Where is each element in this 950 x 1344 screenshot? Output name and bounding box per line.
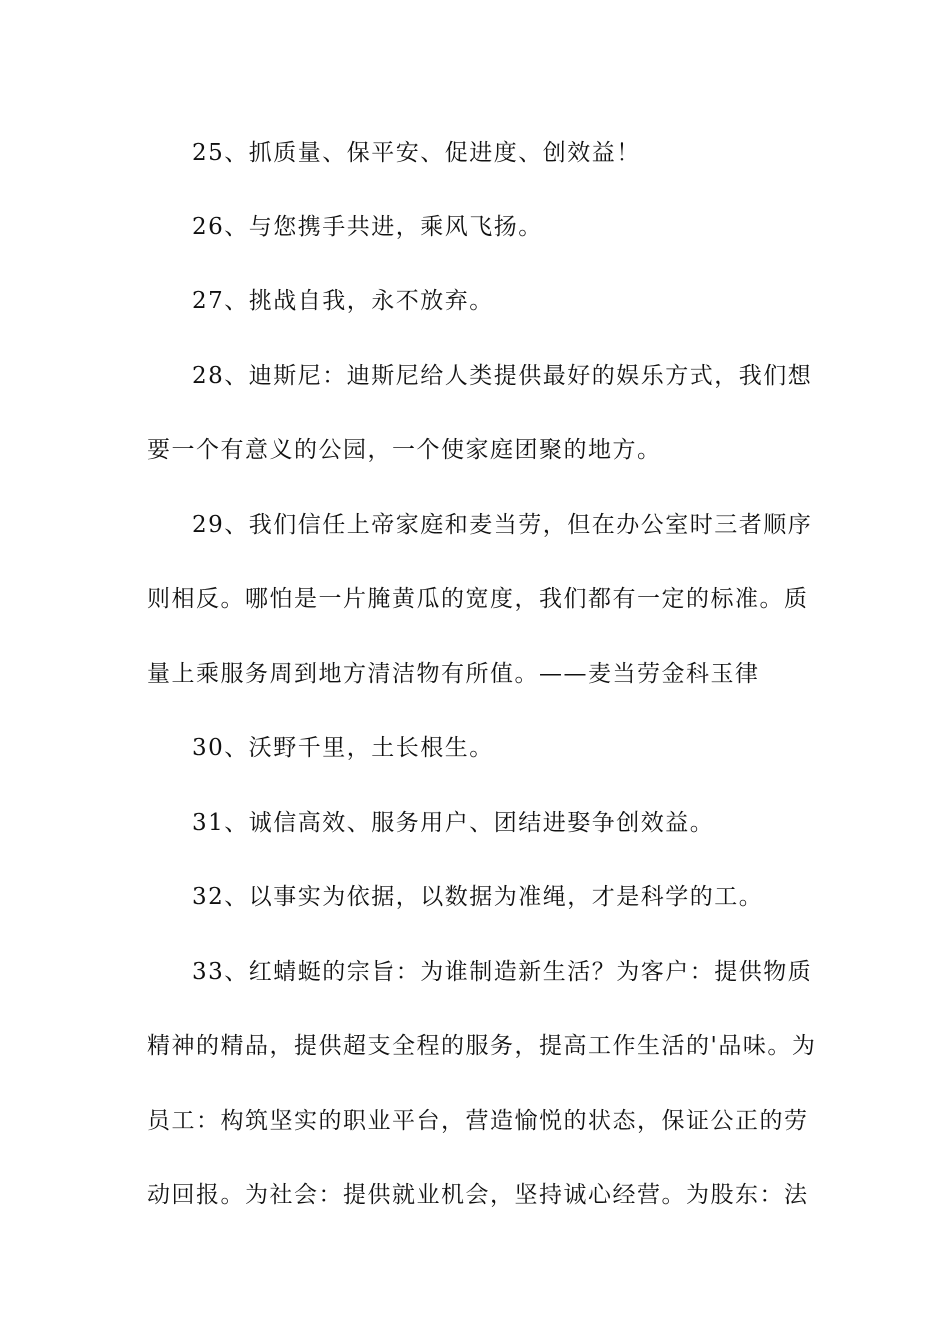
item-28-line-1: 28、迪斯尼：迪斯尼给人类提供最好的娱乐方式，我们想	[192, 363, 813, 389]
item-28-line-2: 要一个有意义的公园，一个使家庭团聚的地方。	[147, 437, 662, 463]
item-33-line-2: 精神的精品，提供超支全程的服务，提高工作生活的'品味。为	[147, 1033, 817, 1059]
item-30-line: 30、沃野千里，土长根生。	[192, 735, 494, 761]
item-29-line-2: 则相反。哪怕是一片腌黄瓜的宽度，我们都有一定的标准。质	[147, 586, 809, 612]
item-26-line: 26、与您携手共进，乘风飞扬。	[192, 214, 543, 240]
item-27-line: 27、挑战自我，永不放弃。	[192, 288, 494, 314]
item-25-line: 25、抓质量、保平安、促进度、创效益！	[192, 140, 641, 166]
item-29-line-3: 量上乘服务周到地方清洁物有所值。——麦当劳金科玉律	[147, 661, 760, 687]
item-31-line: 31、诚信高效、服务用户、团结进娶争创效益。	[192, 810, 715, 836]
item-32-line: 32、以事实为依据，以数据为准绳，才是科学的工。	[192, 884, 764, 910]
item-33-line-1: 33、红蜻蜓的宗旨：为谁制造新生活？为客户：提供物质	[192, 959, 813, 985]
item-33-line-3: 员工：构筑坚实的职业平台，营造愉悦的状态，保证公正的劳	[147, 1108, 809, 1134]
item-29-line-1: 29、我们信任上帝家庭和麦当劳，但在办公室时三者顺序	[192, 512, 813, 538]
item-33-line-4: 动回报。为社会：提供就业机会，坚持诚心经营。为股东：法	[147, 1182, 809, 1208]
